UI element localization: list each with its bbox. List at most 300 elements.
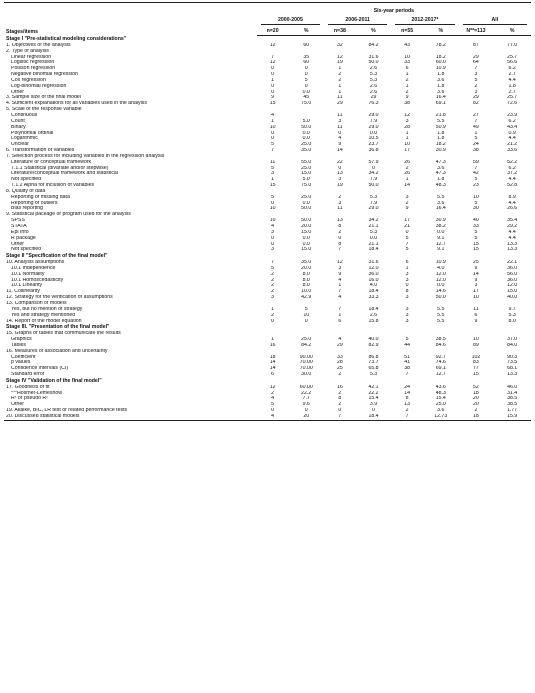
- percent-cell: 15.9: [493, 414, 531, 420]
- count-cell: 0: [271, 66, 275, 72]
- percent-cell: 25.7: [507, 95, 518, 101]
- percent-cell: 38.5: [435, 337, 446, 343]
- count-cell: 5: [405, 337, 409, 343]
- item-label: R package: [11, 235, 36, 241]
- period-header-2: 2006-2011: [328, 18, 387, 25]
- percent-cell: 25.0: [301, 165, 312, 171]
- count-cell: 7: [474, 165, 478, 171]
- count-cell: 89: [473, 342, 479, 348]
- item-label: 5. Scale of the response variable: [6, 107, 82, 113]
- percent-cell: 15.8: [368, 318, 379, 324]
- percent-cell: 8.9: [508, 194, 516, 200]
- count-cell: 10: [473, 337, 479, 343]
- count-cell: 3: [474, 72, 478, 78]
- count-cell: 2: [338, 72, 342, 78]
- sub-header: n=55: [391, 25, 423, 36]
- percent-cell: 12.0: [368, 265, 379, 271]
- count-cell: 4: [338, 337, 342, 343]
- count-cell: 38: [404, 366, 411, 372]
- percent-cell: 84.6: [435, 342, 446, 348]
- stub-spacer: [4, 3, 257, 16]
- percent-cell: 29.2: [507, 224, 518, 229]
- item-label: 7. Selection process for including variables in the regression analysis: [6, 153, 165, 159]
- item-label: ***Hosmer-Lemeshow: [11, 390, 63, 396]
- count-cell: 5: [474, 200, 478, 206]
- count-cell: 0: [338, 235, 342, 241]
- count-cell: 0: [271, 89, 275, 95]
- percent-cell: 14.6: [435, 289, 446, 295]
- count-cell: 52: [473, 384, 479, 390]
- count-cell: 12: [404, 112, 411, 118]
- count-cell: 15: [473, 247, 479, 253]
- percent-cell: 2.7: [508, 89, 516, 95]
- count-cell: 64: [473, 60, 479, 66]
- percent-cell: 3.9: [369, 402, 378, 408]
- count-cell: 11: [269, 159, 276, 165]
- count-cell: 17: [404, 218, 411, 224]
- percent-cell: 5.0: [302, 177, 310, 183]
- count-cell: 7: [338, 247, 342, 253]
- percent-cell: 25.0: [301, 194, 312, 200]
- count-cell: 14: [404, 390, 411, 396]
- percent-cell: 92.7: [435, 354, 446, 360]
- item-label: Other: [11, 89, 24, 95]
- percent-cell: 10.9: [435, 260, 446, 266]
- percent-cell: 18.2: [435, 54, 446, 60]
- count-cell: 3: [271, 295, 275, 301]
- count-cell: 1: [338, 283, 342, 289]
- item-label: Bias reporting: [11, 206, 44, 212]
- percent-cell: 8.0: [302, 283, 310, 289]
- percent-cell: 36.0: [507, 277, 518, 283]
- period-header-3: 2012-2017*: [395, 18, 454, 25]
- count-cell: 16: [336, 384, 343, 390]
- percent-cell: 35.0: [301, 260, 312, 266]
- count-cell: 2: [405, 165, 409, 171]
- percent-cell: 0: [304, 66, 308, 72]
- percent-cell: 70.00: [299, 366, 313, 372]
- item-label: Binary: [11, 124, 26, 130]
- count-cell: 5: [474, 229, 478, 235]
- percent-cell: 0.0: [302, 130, 310, 136]
- percent-cell: 48.3: [435, 183, 446, 189]
- count-cell: 7: [474, 118, 478, 124]
- count-cell: 82: [473, 101, 479, 107]
- percent-cell: 2.6: [369, 83, 378, 89]
- count-cell: 1: [338, 312, 342, 318]
- percent-cell: 7.9: [369, 177, 378, 183]
- percent-cell: 76.3: [368, 101, 379, 107]
- percent-cell: 5.3: [369, 229, 378, 235]
- count-cell: 11: [337, 112, 343, 118]
- percent-cell: 50.0: [301, 124, 312, 130]
- item-label: 6. Transformation of variables: [6, 148, 75, 154]
- count-cell: 21: [404, 224, 411, 229]
- count-cell: 5: [474, 235, 478, 241]
- item-label: 20. Discussed statistical models: [4, 414, 257, 420]
- count-cell: 2: [271, 277, 275, 283]
- count-cell: 12: [269, 60, 276, 66]
- count-cell: 77: [473, 366, 479, 372]
- count-cell: 102: [471, 354, 481, 360]
- count-cell: 4: [338, 295, 342, 301]
- table-row: [4, 414, 531, 420]
- item-label: 16. Measures of association and uncertainty: [6, 348, 108, 354]
- count-cell: 14: [269, 360, 276, 366]
- count-cell: 38: [473, 148, 479, 154]
- percent-cell: 40.0: [507, 295, 518, 301]
- count-cell: 7: [271, 260, 275, 266]
- count-cell: 1: [405, 83, 409, 89]
- item-label: Cox regression: [11, 77, 46, 83]
- percent-cell: 47.3: [435, 171, 446, 177]
- percent-cell: 8.0: [302, 277, 310, 283]
- item-label: 3. Sample size of the final model: [6, 95, 81, 101]
- percent-cell: 15.0: [301, 171, 312, 177]
- count-cell: 42: [473, 171, 479, 177]
- percent-cell: 86.8: [368, 354, 379, 360]
- count-cell: 12: [336, 260, 343, 266]
- item-label: Literature/conceptual framework and statistical: [11, 171, 118, 177]
- count-cell: 1: [405, 136, 409, 142]
- item-label: 10.1 Independence: [11, 265, 56, 271]
- percent-cell: 21.2: [507, 142, 518, 148]
- count-cell: 10: [269, 124, 276, 130]
- percent-cell: 1.8: [437, 72, 445, 78]
- count-cell: 0: [338, 130, 342, 136]
- count-cell: 23: [473, 183, 479, 189]
- count-cell: 7: [405, 372, 409, 378]
- count-cell: 87: [473, 42, 479, 48]
- count-cell: 43: [404, 42, 411, 48]
- sub-header: %: [356, 25, 392, 36]
- count-cell: 3: [405, 271, 409, 277]
- percent-cell: 72.6: [507, 101, 518, 107]
- count-cell: 41: [404, 360, 411, 366]
- count-cell: 29: [336, 342, 343, 348]
- percent-cell: 7.7: [302, 396, 310, 402]
- count-cell: 3: [405, 312, 409, 318]
- percent-cell: 8.0: [302, 271, 310, 277]
- percent-cell: 10: [303, 312, 310, 318]
- count-cell: 10: [404, 54, 411, 60]
- percent-cell: 4.0: [437, 265, 445, 271]
- percent-cell: 21.1: [368, 241, 379, 247]
- percent-cell: 0.0: [302, 241, 310, 247]
- count-cell: 29: [473, 54, 479, 60]
- count-cell: 25: [473, 260, 479, 266]
- count-cell: 9: [338, 271, 342, 277]
- percent-cell: 57.9: [368, 159, 379, 165]
- count-cell: 3: [338, 118, 342, 124]
- count-cell: 0: [271, 72, 275, 78]
- percent-cell: 82.9: [368, 342, 379, 348]
- percent-cell: 12.0: [507, 283, 518, 289]
- percent-cell: 18.4: [368, 289, 379, 295]
- stage-row: [4, 36, 531, 43]
- count-cell: 5: [271, 265, 275, 271]
- percent-cell: 30.9: [435, 148, 446, 154]
- percent-cell: 9.1: [437, 235, 445, 241]
- count-cell: 1: [271, 177, 275, 183]
- count-cell: 1: [338, 89, 342, 95]
- item-label: R² or pseudo R²: [11, 396, 48, 402]
- item-label: Yes and strategy mentioned: [11, 312, 76, 318]
- count-cell: 1: [338, 83, 342, 89]
- count-cell: 5: [474, 177, 478, 183]
- percent-cell: 1.77: [507, 408, 518, 414]
- percent-cell: 68.1: [507, 366, 518, 372]
- percent-cell: 45: [303, 95, 310, 101]
- count-cell: 6: [405, 260, 409, 266]
- count-cell: 2: [271, 271, 275, 277]
- percent-cell: 0: [304, 318, 308, 324]
- count-cell: 7: [474, 66, 478, 72]
- count-cell: 15: [473, 241, 479, 247]
- count-cell: 2: [405, 408, 409, 414]
- percent-cell: 90.00: [299, 354, 313, 360]
- percent-cell: 12.0: [435, 277, 446, 283]
- count-cell: 0: [405, 229, 409, 235]
- percent-cell: 0: [304, 83, 308, 89]
- percent-cell: 36.0: [507, 265, 518, 271]
- percent-cell: 4.4: [508, 77, 516, 83]
- item-label: Count: [11, 118, 25, 124]
- item-label: Poisson regression: [11, 66, 56, 72]
- count-cell: 7: [338, 289, 342, 295]
- count-cell: 3: [271, 171, 275, 177]
- percent-cell: 1.8: [508, 83, 516, 89]
- percent-cell: 34.2: [368, 218, 379, 224]
- count-cell: 13: [404, 402, 411, 408]
- count-cell: 1: [271, 118, 275, 124]
- percent-cell: 13.3: [507, 372, 518, 378]
- count-cell: 19: [336, 60, 343, 66]
- percent-cell: 42.9: [301, 295, 312, 301]
- percent-cell: 5.5: [437, 118, 445, 124]
- table-body: [4, 36, 531, 421]
- count-cell: 5: [474, 77, 478, 83]
- percent-cell: 21.1: [368, 224, 379, 229]
- percent-cell: 33.3: [368, 295, 379, 301]
- count-cell: 33: [473, 224, 479, 229]
- percent-cell: 30.9: [435, 218, 446, 224]
- count-cell: 22: [336, 159, 343, 165]
- percent-cell: 69.1: [435, 101, 446, 107]
- percent-cell: 10.5: [368, 136, 379, 142]
- count-cell: 6: [271, 372, 275, 378]
- count-cell: 3: [405, 277, 409, 283]
- percent-cell: 20: [288, 414, 324, 420]
- percent-cell: 4.4: [508, 229, 516, 235]
- count-cell: 7: [271, 54, 275, 60]
- count-cell: 14: [336, 148, 343, 154]
- count-cell: 13: [336, 171, 343, 177]
- count-cell: 1: [338, 66, 342, 72]
- percent-cell: 75.0: [301, 101, 312, 107]
- item-label: Epi Info: [11, 229, 29, 235]
- count-cell: 0: [405, 283, 409, 289]
- percent-cell: 12.0: [435, 271, 446, 277]
- percent-cell: 29.0: [368, 112, 379, 118]
- percent-cell: 15.0: [301, 229, 312, 235]
- count-cell: 7: [405, 241, 409, 247]
- percent-cell: 74.6: [435, 360, 446, 366]
- count-cell: 1: [405, 72, 409, 78]
- percent-cell: 10.0: [301, 289, 312, 295]
- percent-cell: 12.7: [435, 241, 446, 247]
- percent-cell: 22.2: [301, 390, 312, 396]
- count-cell: 3: [474, 89, 478, 95]
- percent-cell: 2.7: [508, 72, 516, 78]
- count-cell: 1: [271, 337, 275, 343]
- count-cell: 8: [338, 224, 342, 229]
- percent-cell: 34.2: [368, 171, 379, 177]
- percent-cell: 0: [372, 408, 375, 414]
- count-cell: 0: [338, 408, 342, 414]
- percent-cell: 12.73: [423, 414, 459, 420]
- count-cell: 9: [474, 277, 478, 283]
- count-cell: 10: [404, 142, 411, 148]
- count-cell: 4: [271, 112, 275, 118]
- count-cell: 9: [474, 265, 478, 271]
- count-cell: 4: [338, 277, 342, 283]
- percent-cell: 0: [372, 165, 375, 171]
- percent-cell: 37.0: [507, 337, 518, 343]
- percent-cell: 50.0: [368, 60, 379, 66]
- count-cell: 0: [271, 130, 275, 136]
- count-cell: 7: [391, 414, 423, 420]
- count-cell: 3: [271, 229, 275, 235]
- count-cell: 83: [473, 360, 479, 366]
- percent-cell: 60: [303, 42, 310, 48]
- count-cell: 9: [405, 95, 409, 101]
- stage-label: Stage III. "Presentation of the final model": [6, 324, 110, 331]
- count-cell: 4: [271, 224, 275, 229]
- percent-cell: 78.2: [435, 42, 446, 48]
- count-cell: 0: [271, 136, 275, 142]
- count-cell: 51: [404, 354, 411, 360]
- count-cell: 15: [269, 183, 276, 189]
- count-cell: 2: [338, 194, 342, 200]
- sub-header: %: [423, 25, 459, 36]
- count-cell: 5: [405, 247, 409, 253]
- percent-cell: 38.2: [435, 224, 446, 229]
- percent-cell: 46.0: [507, 384, 518, 390]
- percent-cell: 18.2: [435, 142, 446, 148]
- count-cell: 10: [473, 194, 479, 200]
- count-cell: 3: [405, 306, 409, 312]
- percent-cell: 13.3: [507, 247, 518, 253]
- count-cell: 29: [473, 95, 479, 101]
- item-label: Other: [11, 402, 24, 408]
- percent-cell: 25.7: [507, 54, 518, 60]
- percent-cell: 3.6: [437, 77, 445, 83]
- count-cell: 16: [269, 342, 276, 348]
- percent-cell: 18.4: [368, 306, 379, 312]
- count-cell: 1: [405, 177, 409, 183]
- count-cell: 18: [269, 354, 276, 360]
- item-label: Linear regression: [11, 54, 52, 60]
- percent-cell: 4.4: [508, 235, 516, 241]
- percent-cell: 3.6: [437, 408, 445, 414]
- count-cell: 2: [474, 83, 478, 89]
- count-cell: 0: [271, 318, 275, 324]
- item-label: 1. Objectives of the analysis: [6, 42, 71, 48]
- count-cell: 2: [338, 390, 342, 396]
- percent-cell: 9.1: [437, 247, 445, 253]
- item-label: 17. Goodness of fit: [6, 384, 50, 390]
- percent-cell: 4.4: [508, 200, 516, 206]
- count-cell: 1: [474, 130, 478, 136]
- count-cell: 17: [404, 148, 411, 154]
- percent-cell: 8.0: [508, 318, 516, 324]
- count-cell: 20: [473, 402, 479, 408]
- percent-cell: 1.8: [437, 136, 445, 142]
- item-label: 11. Collinearity: [6, 289, 40, 295]
- percent-cell: 37.2: [507, 171, 518, 177]
- count-cell: 27: [473, 112, 479, 118]
- count-cell: 24: [473, 142, 479, 148]
- count-cell: 0: [271, 235, 275, 241]
- percent-cell: 60.00: [299, 384, 313, 390]
- percent-cell: 90.3: [507, 354, 518, 360]
- count-cell: 2: [338, 77, 342, 83]
- percent-cell: 25.0: [435, 402, 446, 408]
- percent-cell: 35.4: [507, 218, 518, 224]
- item-label: 7.1.2 Alpha for inclusion of variables: [11, 183, 95, 189]
- count-cell: 10: [269, 206, 276, 212]
- count-cell: 44: [404, 342, 411, 348]
- item-label: Polynomial ordinal: [11, 130, 54, 136]
- percent-cell: 30.0: [301, 372, 312, 378]
- count-cell: 13: [336, 218, 343, 224]
- percent-cell: 5.5: [437, 306, 445, 312]
- percent-cell: 6.2: [508, 66, 516, 72]
- percent-cell: 0.0: [302, 200, 310, 206]
- percent-cell: 4.4: [508, 136, 516, 142]
- percent-cell: 25.0: [301, 142, 312, 148]
- count-cell: 4: [271, 396, 275, 402]
- percent-cell: 23.7: [368, 142, 379, 148]
- count-cell: 28: [404, 124, 411, 130]
- stage-row: [4, 378, 531, 385]
- percent-cell: 5.5: [437, 318, 445, 324]
- count-cell: 3: [338, 177, 342, 183]
- percent-cell: 31.6: [368, 260, 379, 266]
- item-label: Yes, but no mention of strategy: [11, 306, 83, 312]
- percent-cell: 0.0: [302, 136, 310, 142]
- count-cell: 24: [404, 384, 411, 390]
- item-label: Not specified: [11, 247, 41, 253]
- count-cell: 2: [271, 312, 275, 318]
- percent-cell: 35.0: [301, 148, 312, 154]
- percent-cell: 1.8: [437, 83, 445, 89]
- count-cell: 19: [336, 183, 343, 189]
- percent-cell: 0: [304, 408, 308, 414]
- count-cell: 5: [271, 142, 275, 148]
- percent-cell: 84.2: [368, 42, 379, 48]
- percent-cell: 73.5: [507, 360, 518, 366]
- stage-label: Stage I "Pre-statistical modeling considerations": [6, 36, 127, 42]
- percent-cell: 33.6: [507, 148, 518, 154]
- item-label: 19. Akaike, BIC, LR test or related performance tests: [6, 408, 128, 414]
- count-cell: 4: [257, 414, 289, 420]
- item-label: 4. Sufficient explanations for all variables used in the analysis: [6, 101, 147, 107]
- count-cell: 20: [473, 396, 479, 402]
- count-cell: 33: [404, 60, 411, 66]
- percent-cell: 15.0: [301, 247, 312, 253]
